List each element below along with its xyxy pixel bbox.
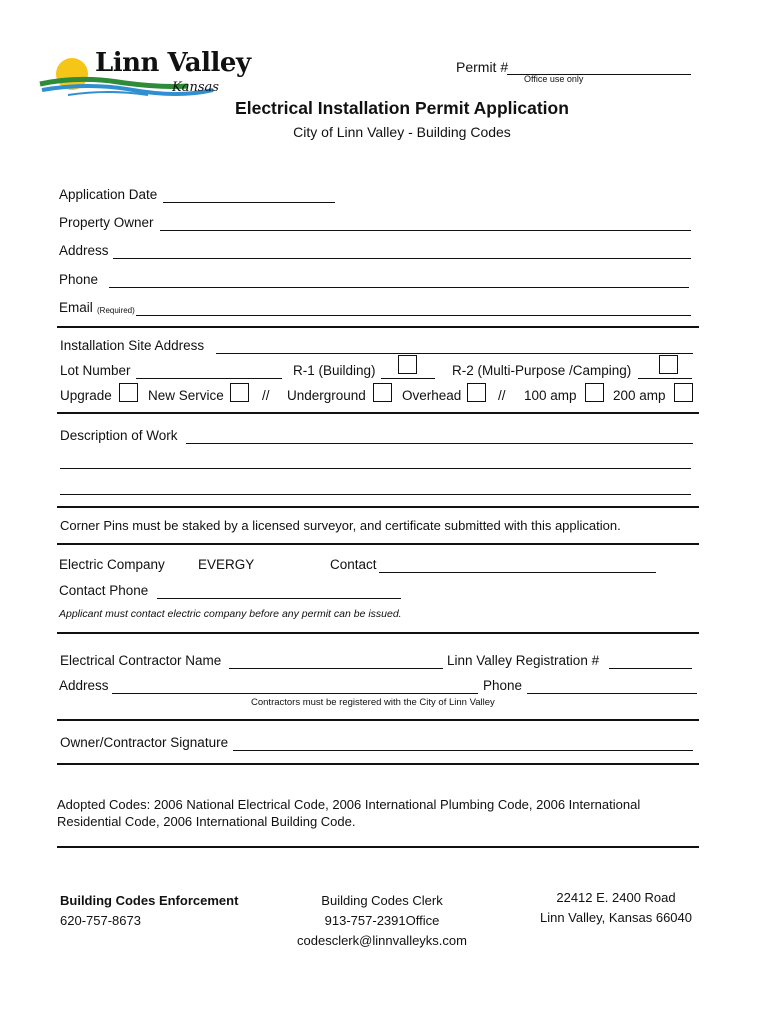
logo-brand: Linn Valley (95, 48, 251, 78)
logo-state: Kansas (172, 80, 219, 95)
amp200-checkbox[interactable] (674, 383, 693, 402)
page-subtitle: City of Linn Valley - Building Codes (293, 124, 511, 140)
upgrade-label: Upgrade (60, 388, 112, 403)
upgrade-checkbox[interactable] (119, 383, 138, 402)
clerk-email[interactable]: codesclerk@linnvalleyks.com (297, 933, 467, 948)
new-service-label: New Service (148, 388, 224, 403)
lot-number-label: Lot Number (60, 363, 131, 378)
clerk-title: Building Codes Clerk (321, 893, 443, 908)
r1-checkbox[interactable] (398, 355, 417, 374)
lot-number-field[interactable] (136, 378, 282, 379)
address-label: Address (59, 243, 109, 258)
phone-field[interactable] (109, 287, 689, 288)
contractor-name-field[interactable] (229, 668, 443, 669)
r2-checkbox[interactable] (659, 355, 678, 374)
separator: // (498, 388, 506, 403)
r1-label: R-1 (Building) (293, 363, 376, 378)
page-title: Electrical Installation Permit Application (235, 98, 569, 118)
overhead-checkbox[interactable] (467, 383, 486, 402)
divider (57, 506, 699, 508)
contractor-name-label: Electrical Contractor Name (60, 653, 222, 668)
separator: // (262, 388, 270, 403)
amp200-label: 200 amp (613, 388, 666, 403)
contractor-address-field[interactable] (112, 693, 478, 694)
overhead-label: Overhead (402, 388, 462, 403)
amp100-label: 100 amp (524, 388, 577, 403)
permit-note: Office use only (524, 74, 584, 84)
email-label: Email (59, 300, 93, 315)
new-service-checkbox[interactable] (230, 383, 249, 402)
clerk-phone: 913-757-2391Office (324, 913, 440, 928)
permit-label: Permit # (456, 59, 509, 75)
enforcement-title: Building Codes Enforcement (60, 893, 239, 908)
divider (57, 543, 699, 545)
contact-phone-label: Contact Phone (59, 583, 149, 598)
property-owner-field[interactable] (160, 230, 691, 231)
email-field[interactable] (136, 315, 691, 316)
contractor-address-label: Address (59, 678, 109, 693)
contact-label: Contact (330, 557, 377, 572)
divider (57, 719, 699, 721)
property-owner-label: Property Owner (59, 215, 154, 230)
address-field[interactable] (113, 258, 691, 259)
divider (57, 846, 699, 848)
underground-label: Underground (287, 388, 366, 403)
description-field-line1[interactable] (186, 443, 693, 444)
contractor-note: Contractors must be registered with the City of Linn Valley (251, 697, 495, 708)
registration-label: Linn Valley Registration # (447, 653, 600, 668)
divider (57, 412, 699, 414)
contact-field[interactable] (379, 572, 656, 573)
r2-underline (638, 378, 692, 379)
office-address-line1: 22412 E. 2400 Road (556, 890, 676, 905)
description-field-line3[interactable] (60, 494, 691, 495)
adopted-codes-line1: Adopted Codes: 2006 National Electrical Code, 2006 International Plumbing Code, 2006 International (57, 797, 641, 812)
amp100-checkbox[interactable] (585, 383, 604, 402)
r2-label: R-2 (Multi-Purpose /Camping) (452, 363, 632, 378)
contact-phone-field[interactable] (157, 598, 401, 599)
office-address-line2: Linn Valley, Kansas 66040 (539, 910, 692, 925)
signature-label: Owner/Contractor Signature (60, 735, 229, 750)
contractor-phone-field[interactable] (527, 693, 697, 694)
phone-label: Phone (59, 272, 99, 287)
corner-pins-note: Corner Pins must be staked by a licensed surveyor, and certificate submitted with this application. (60, 518, 621, 533)
installation-site-label: Installation Site Address (60, 338, 205, 353)
city-logo (38, 46, 251, 102)
divider (57, 763, 699, 765)
divider (57, 326, 699, 328)
enforcement-phone: 620-757-8673 (60, 913, 141, 928)
electric-company-label: Electric Company (59, 557, 165, 572)
description-label: Description of Work (60, 428, 178, 443)
r1-underline (381, 378, 435, 379)
email-required-note: (Required) (97, 306, 135, 315)
registration-field[interactable] (609, 668, 692, 669)
contractor-phone-label: Phone (483, 678, 523, 693)
application-date-field[interactable] (163, 202, 335, 203)
adopted-codes-line2: Residential Code, 2006 International Building Code. (57, 814, 356, 829)
utility-note: Applicant must contact electric company before any permit can be issued. (59, 608, 402, 620)
description-field-line2[interactable] (60, 468, 691, 469)
installation-site-field[interactable] (216, 353, 693, 354)
divider (57, 632, 699, 634)
signature-field[interactable] (233, 750, 693, 751)
underground-checkbox[interactable] (373, 383, 392, 402)
application-date-label: Application Date (59, 187, 158, 202)
electric-company-value: EVERGY (198, 557, 255, 572)
